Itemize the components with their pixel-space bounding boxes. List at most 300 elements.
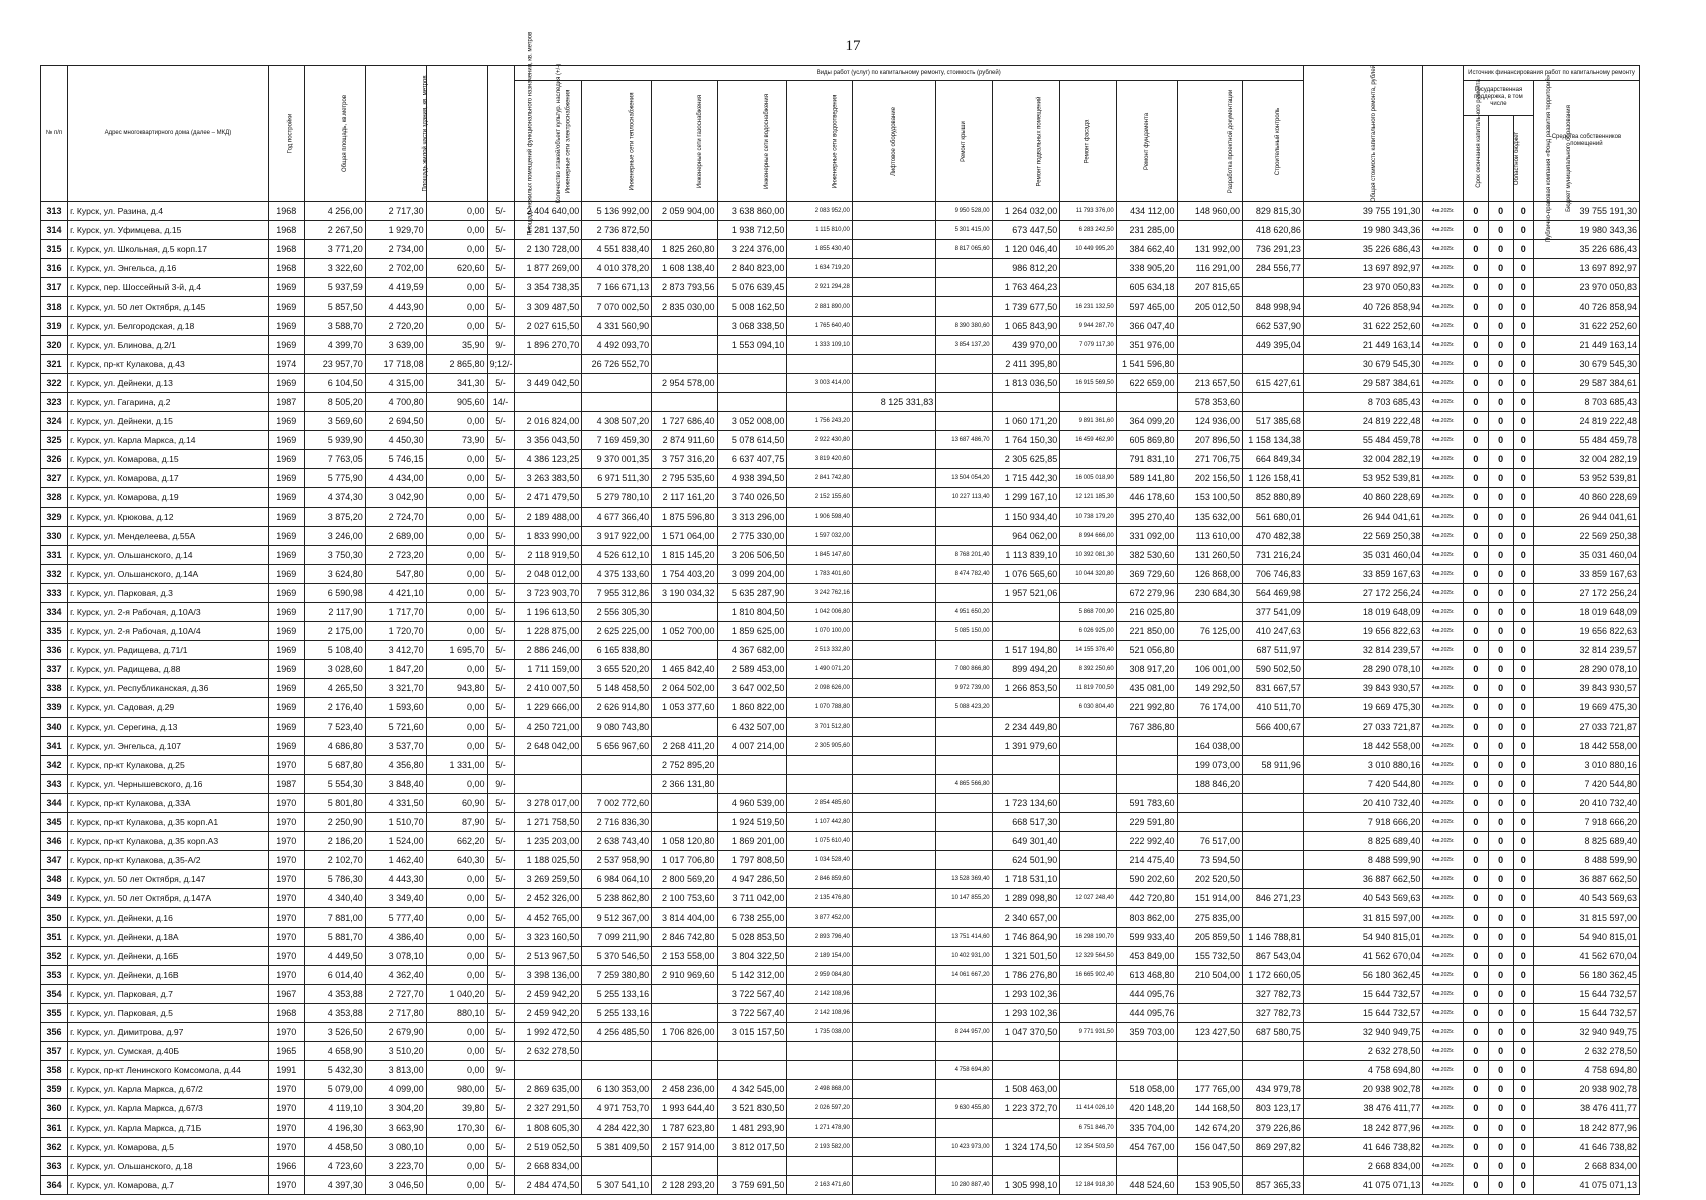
cell-heat-cost: 5 307 541,10 [582, 1175, 652, 1194]
cell-nonliving-area: 0,00 [426, 717, 487, 736]
cell-electro-cost: 2 519 052,50 [514, 1137, 582, 1156]
header-state-support: Государственная поддержка, в том числе [1463, 81, 1533, 116]
cell-heat-cost: 7 169 459,30 [582, 431, 652, 450]
cell-municipal-amount: 0 [1513, 908, 1533, 927]
cell-address: г. Курск, ул. Карла Маркса, д.71Б [68, 1118, 269, 1137]
cell-roof-cost [936, 641, 992, 660]
cell-foundation-cost: 613 468,80 [1116, 965, 1177, 984]
cell-heat-cost [582, 1061, 652, 1080]
cell-control-cost: 566 400,67 [1242, 717, 1303, 736]
cell-row-number: 325 [41, 431, 68, 450]
cell-municipal-amount: 0 [1513, 1137, 1533, 1156]
cell-roof-cost [936, 813, 992, 832]
cell-floors: 5/- [487, 813, 514, 832]
cell-row-number: 343 [41, 774, 68, 793]
cell-electro-cost: 1 992 472,50 [514, 1023, 582, 1042]
cell-basement-cost: 1 763 464,23 [992, 278, 1060, 297]
cell-deadline: 4кв.2025г. [1423, 278, 1464, 297]
cell-gas-cost: 2 873 793,56 [652, 278, 717, 297]
cell-row-number: 318 [41, 297, 68, 316]
cell-regional-amount: 0 [1488, 908, 1513, 927]
cell-facade-cost: 16 298 190,70 [1060, 927, 1116, 946]
table-row [41, 1156, 1640, 1175]
cell-deadline: 4кв.2025г. [1423, 736, 1464, 755]
cell-basement-cost: 1 715 442,30 [992, 469, 1060, 488]
cell-electro-cost: 2 484 474,50 [514, 1175, 582, 1194]
cell-year: 1969 [268, 660, 304, 679]
cell-design-cost: 144 168,50 [1177, 1099, 1242, 1118]
cell-sewer-cost: 1 783 401,60 [787, 564, 852, 583]
cell-control-cost: 564 469,98 [1242, 583, 1303, 602]
cell-control-cost [1242, 736, 1303, 755]
cell-fund-amount: 0 [1463, 641, 1488, 660]
cell-design-cost: 123 427,50 [1177, 1023, 1242, 1042]
cell-design-cost: 135 632,00 [1177, 507, 1242, 526]
cell-nonliving-area: 0,00 [426, 660, 487, 679]
cell-sewer-cost: 1 042 006,80 [787, 602, 852, 621]
cell-regional-amount: 0 [1488, 736, 1513, 755]
cell-total-cost: 35 031 460,04 [1303, 545, 1423, 564]
cell-row-number: 324 [41, 412, 68, 431]
cell-lift-cost [852, 354, 935, 373]
cell-control-cost: 58 911,96 [1242, 755, 1303, 774]
cell-design-cost: 578 353,60 [1177, 392, 1242, 411]
cell-row-number: 363 [41, 1156, 68, 1175]
cell-basement-cost: 1 723 134,60 [992, 793, 1060, 812]
cell-electro-cost: 3 354 738,35 [514, 278, 582, 297]
cell-own-funds: 7 420 544,80 [1533, 774, 1639, 793]
cell-row-number: 334 [41, 602, 68, 621]
cell-heat-cost: 7 955 312,86 [582, 583, 652, 602]
cell-regional-amount: 0 [1488, 1137, 1513, 1156]
cell-fund-amount: 0 [1463, 373, 1488, 392]
cell-nonliving-area: 0,00 [426, 545, 487, 564]
cell-deadline: 4кв.2025г. [1423, 431, 1464, 450]
cell-own-funds: 31 815 597,00 [1533, 908, 1639, 927]
cell-nonliving-area: 0,00 [426, 1042, 487, 1061]
cell-fund-amount: 0 [1463, 1042, 1488, 1061]
cell-total-cost: 26 944 041,61 [1303, 507, 1423, 526]
cell-row-number: 322 [41, 373, 68, 392]
cell-lift-cost: 8 125 331,83 [852, 392, 935, 411]
cell-floors: 5/- [487, 1137, 514, 1156]
cell-basement-cost: 1 391 979,60 [992, 736, 1060, 755]
cell-year: 1966 [268, 1156, 304, 1175]
cell-address: г. Курск, ул. 2-я Рабочая, д.10А/3 [68, 602, 269, 621]
cell-foundation-cost: 599 933,40 [1116, 927, 1177, 946]
cell-electro-cost: 1 228 875,00 [514, 622, 582, 641]
cell-total-cost: 38 476 411,77 [1303, 1099, 1423, 1118]
table-row [41, 526, 1640, 545]
table-row [41, 1042, 1640, 1061]
cell-municipal-amount: 0 [1513, 602, 1533, 621]
cell-foundation-cost: 229 591,80 [1116, 813, 1177, 832]
header-works-group: Виды работ (услуг) по капитальному ремонту, стоимость (рублей) [514, 66, 1303, 81]
table-row [41, 832, 1640, 851]
cell-row-number: 332 [41, 564, 68, 583]
cell-fund-amount: 0 [1463, 488, 1488, 507]
cell-living-area: 2 720,20 [365, 316, 426, 335]
cell-regional-amount: 0 [1488, 335, 1513, 354]
cell-municipal-amount: 0 [1513, 984, 1533, 1003]
cell-fund-amount: 0 [1463, 1137, 1488, 1156]
cell-gas-cost: 3 190 034,32 [652, 583, 717, 602]
table-row [41, 793, 1640, 812]
cell-lift-cost [852, 564, 935, 583]
cell-control-cost: 687 511,97 [1242, 641, 1303, 660]
cell-design-cost: 106 001,00 [1177, 660, 1242, 679]
cell-roof-cost: 8 244 957,00 [936, 1023, 992, 1042]
page-number: 17 [845, 38, 861, 54]
cell-heat-cost: 7 099 211,90 [582, 927, 652, 946]
cell-electro-cost: 1 271 758,50 [514, 813, 582, 832]
cell-design-cost [1177, 793, 1242, 812]
cell-facade-cost: 12 354 503,50 [1060, 1137, 1116, 1156]
cell-total-area: 5 108,40 [304, 641, 365, 660]
cell-heat-cost: 9 512 367,00 [582, 908, 652, 927]
cell-roof-cost [936, 354, 992, 373]
cell-total-area: 5 687,80 [304, 755, 365, 774]
cell-total-cost: 8 825 689,40 [1303, 832, 1423, 851]
cell-address: г. Курск, ул. Сумская, д.40Б [68, 1042, 269, 1061]
cell-row-number: 358 [41, 1061, 68, 1080]
cell-row-number: 323 [41, 392, 68, 411]
cell-total-area: 5 881,70 [304, 927, 365, 946]
cell-living-area: 2 702,00 [365, 259, 426, 278]
cell-regional-amount: 0 [1488, 774, 1513, 793]
cell-basement-cost: 668 517,30 [992, 813, 1060, 832]
cell-basement-cost: 1 150 934,40 [992, 507, 1060, 526]
cell-foundation-cost: 444 095,76 [1116, 984, 1177, 1003]
header-fund: Публично-правовая компания «Фонд развития территорий» [1463, 115, 1488, 201]
cell-total-area: 5 939,90 [304, 431, 365, 450]
cell-design-cost [1177, 316, 1242, 335]
cell-municipal-amount: 0 [1513, 316, 1533, 335]
cell-control-cost: 829 815,30 [1242, 202, 1303, 221]
cell-design-cost [1177, 335, 1242, 354]
cell-floors: 5/- [487, 602, 514, 621]
cell-year: 1970 [268, 1118, 304, 1137]
cell-foundation-cost: 454 767,00 [1116, 1137, 1177, 1156]
table-row [41, 335, 1640, 354]
cell-foundation-cost: 395 270,40 [1116, 507, 1177, 526]
cell-regional-amount: 0 [1488, 1023, 1513, 1042]
cell-fund-amount: 0 [1463, 583, 1488, 602]
table-row [41, 450, 1640, 469]
cell-total-cost: 4 758 694,80 [1303, 1061, 1423, 1080]
cell-regional-amount: 0 [1488, 965, 1513, 984]
cell-basement-cost: 1 076 565,60 [992, 564, 1060, 583]
cell-floors: 5/- [487, 1156, 514, 1175]
cell-address: г. Курск, ул. Дейнеки, д.15 [68, 412, 269, 431]
cell-basement-cost [992, 1118, 1060, 1137]
cell-electro-cost: 3 263 383,50 [514, 469, 582, 488]
cell-floors: 5/- [487, 717, 514, 736]
cell-address: г. Курск, ул. Блинова, д.2/1 [68, 335, 269, 354]
table-row [41, 240, 1640, 259]
cell-deadline: 4кв.2025г. [1423, 316, 1464, 335]
cell-floors: 5/- [487, 660, 514, 679]
cell-water-cost: 4 947 286,50 [717, 870, 787, 889]
cell-address: г. Курск, ул. Серегина, д.13 [68, 717, 269, 736]
cell-gas-cost: 1 706 826,00 [652, 1023, 717, 1042]
cell-floors: 9/- [487, 774, 514, 793]
cell-total-cost: 7 420 544,80 [1303, 774, 1423, 793]
cell-deadline: 4кв.2025г. [1423, 870, 1464, 889]
cell-sewer-cost: 3 701 512,80 [787, 717, 852, 736]
cell-living-area: 2 727,70 [365, 984, 426, 1003]
cell-fund-amount: 0 [1463, 660, 1488, 679]
cell-fund-amount: 0 [1463, 622, 1488, 641]
cell-facade-cost [1060, 1042, 1116, 1061]
table-row [41, 774, 1640, 793]
cell-water-cost: 1 938 712,50 [717, 221, 787, 240]
cell-gas-cost: 2 800 569,20 [652, 870, 717, 889]
cell-fund-amount: 0 [1463, 755, 1488, 774]
table-row [41, 221, 1640, 240]
cell-basement-cost: 649 301,40 [992, 832, 1060, 851]
cell-design-cost [1177, 354, 1242, 373]
cell-total-cost: 32 940 949,75 [1303, 1023, 1423, 1042]
cell-total-area: 4 374,30 [304, 488, 365, 507]
cell-total-cost: 18 442 558,00 [1303, 736, 1423, 755]
cell-total-cost: 41 562 670,04 [1303, 946, 1423, 965]
cell-total-area: 3 526,50 [304, 1023, 365, 1042]
cell-total-area: 3 322,60 [304, 259, 365, 278]
cell-living-area: 2 724,70 [365, 507, 426, 526]
cell-foundation-cost: 369 729,60 [1116, 564, 1177, 583]
cell-basement-cost: 2 234 449,80 [992, 717, 1060, 736]
cell-gas-cost: 1 053 377,60 [652, 698, 717, 717]
cell-sewer-cost [787, 1061, 852, 1080]
cell-own-funds: 8 703 685,43 [1533, 392, 1639, 411]
cell-regional-amount: 0 [1488, 507, 1513, 526]
cell-row-number: 337 [41, 660, 68, 679]
cell-living-area: 1 462,40 [365, 851, 426, 870]
cell-total-cost: 32 004 282,19 [1303, 450, 1423, 469]
cell-foundation-cost: 364 099,20 [1116, 412, 1177, 431]
cell-total-cost: 40 860 228,69 [1303, 488, 1423, 507]
cell-heat-cost: 4 256 485,50 [582, 1023, 652, 1042]
cell-control-cost [1242, 793, 1303, 812]
cell-address: г. Курск, ул. Комарова, д.7 [68, 1175, 269, 1194]
cell-lift-cost [852, 1061, 935, 1080]
cell-total-area: 5 786,30 [304, 870, 365, 889]
cell-address: г. Курск, ул. 50 лет Октября, д.147 [68, 870, 269, 889]
table-row [41, 736, 1640, 755]
cell-nonliving-area: 0,00 [426, 202, 487, 221]
cell-living-area: 3 042,90 [365, 488, 426, 507]
cell-design-cost: 188 846,20 [1177, 774, 1242, 793]
cell-foundation-cost: 331 092,00 [1116, 526, 1177, 545]
cell-year: 1970 [268, 813, 304, 832]
cell-gas-cost: 2 458 236,00 [652, 1080, 717, 1099]
table-row [41, 698, 1640, 717]
cell-foundation-cost: 518 058,00 [1116, 1080, 1177, 1099]
cell-municipal-amount: 0 [1513, 851, 1533, 870]
cell-deadline: 4кв.2025г. [1423, 545, 1464, 564]
cell-regional-amount: 0 [1488, 526, 1513, 545]
cell-roof-cost: 9 950 528,00 [936, 202, 992, 221]
cell-total-cost: 20 410 732,40 [1303, 793, 1423, 812]
cell-control-cost: 664 849,34 [1242, 450, 1303, 469]
cell-gas-cost: 2 100 753,60 [652, 889, 717, 908]
cell-municipal-amount: 0 [1513, 373, 1533, 392]
cell-roof-cost [936, 755, 992, 774]
cell-lift-cost [852, 1118, 935, 1137]
cell-electro-cost: 2 886 246,00 [514, 641, 582, 660]
cell-nonliving-area: 0,00 [426, 278, 487, 297]
cell-nonliving-area: 0,00 [426, 526, 487, 545]
cell-living-area: 17 718,08 [365, 354, 426, 373]
cell-sewer-cost: 1 855 430,40 [787, 240, 852, 259]
cell-address: г. Курск, ул. 50 лет Октября, д.145 [68, 297, 269, 316]
cell-lift-cost [852, 1156, 935, 1175]
cell-facade-cost: 16 231 132,50 [1060, 297, 1116, 316]
table-row [41, 1175, 1640, 1194]
cell-heat-cost: 4 010 378,20 [582, 259, 652, 278]
cell-roof-cost: 10 227 113,40 [936, 488, 992, 507]
cell-own-funds: 15 644 732,57 [1533, 1003, 1639, 1022]
cell-sewer-cost: 1 070 788,80 [787, 698, 852, 717]
cell-lift-cost [852, 373, 935, 392]
cell-year: 1974 [268, 354, 304, 373]
cell-total-area: 7 523,40 [304, 717, 365, 736]
cell-water-cost: 2 589 453,00 [717, 660, 787, 679]
cell-nonliving-area: 0,00 [426, 450, 487, 469]
cell-floors: 9/- [487, 1061, 514, 1080]
cell-basement-cost [992, 774, 1060, 793]
cell-heat-cost: 2 716 836,30 [582, 813, 652, 832]
cell-year: 1967 [268, 984, 304, 1003]
cell-own-funds: 8 825 689,40 [1533, 832, 1639, 851]
cell-design-cost [1177, 1003, 1242, 1022]
cell-foundation-cost: 338 905,20 [1116, 259, 1177, 278]
cell-gas-cost: 2 157 914,00 [652, 1137, 717, 1156]
cell-total-area: 4 458,50 [304, 1137, 365, 1156]
cell-sewer-cost: 1 756 243,20 [787, 412, 852, 431]
cell-address: г. Курск, ул. Дейнеки, д.16В [68, 965, 269, 984]
header-own-funds: Средства собственников помещений [1533, 81, 1639, 202]
cell-fund-amount: 0 [1463, 813, 1488, 832]
cell-fund-amount: 0 [1463, 354, 1488, 373]
cell-nonliving-area: 1 331,00 [426, 755, 487, 774]
cell-basement-cost: 1 223 372,70 [992, 1099, 1060, 1118]
cell-lift-cost [852, 793, 935, 812]
cell-foundation-cost: 335 704,00 [1116, 1118, 1177, 1137]
table-row [41, 202, 1640, 221]
cell-own-funds: 20 410 732,40 [1533, 793, 1639, 812]
cell-heat-cost: 7 259 380,80 [582, 965, 652, 984]
cell-living-area: 3 813,00 [365, 1061, 426, 1080]
cell-control-cost: 846 271,23 [1242, 889, 1303, 908]
cell-municipal-amount: 0 [1513, 813, 1533, 832]
cell-address: г. Курск, пр-кт Кулакова, д.35-А/2 [68, 851, 269, 870]
cell-roof-cost [936, 259, 992, 278]
cell-electro-cost [514, 755, 582, 774]
cell-lift-cost [852, 297, 935, 316]
cell-address: г. Курск, ул. Республиканская, д.36 [68, 679, 269, 698]
cell-nonliving-area: 0,00 [426, 736, 487, 755]
cell-basement-cost: 1 786 276,80 [992, 965, 1060, 984]
cell-floors: 5/- [487, 679, 514, 698]
cell-municipal-amount: 0 [1513, 1175, 1533, 1194]
cell-year: 1970 [268, 793, 304, 812]
cell-sewer-cost: 1 765 640,40 [787, 316, 852, 335]
cell-municipal-amount: 0 [1513, 660, 1533, 679]
cell-control-cost: 857 365,33 [1242, 1175, 1303, 1194]
cell-floors: 5/- [487, 297, 514, 316]
cell-total-cost: 19 669 475,30 [1303, 698, 1423, 717]
cell-water-cost: 3 804 322,50 [717, 946, 787, 965]
cell-own-funds: 40 543 569,63 [1533, 889, 1639, 908]
cell-regional-amount: 0 [1488, 851, 1513, 870]
cell-sewer-cost: 3 877 452,00 [787, 908, 852, 927]
cell-fund-amount: 0 [1463, 1175, 1488, 1194]
cell-deadline: 4кв.2025г. [1423, 984, 1464, 1003]
cell-total-area: 7 881,00 [304, 908, 365, 927]
cell-floors: 5/- [487, 1099, 514, 1118]
cell-floors: 5/- [487, 221, 514, 240]
cell-municipal-amount: 0 [1513, 965, 1533, 984]
table-row [41, 641, 1640, 660]
cell-row-number: 317 [41, 278, 68, 297]
cell-electro-cost [514, 392, 582, 411]
cell-deadline: 4кв.2025г. [1423, 412, 1464, 431]
cell-roof-cost: 5 301 415,00 [936, 221, 992, 240]
cell-row-number: 347 [41, 851, 68, 870]
cell-foundation-cost [1116, 1042, 1177, 1061]
cell-total-area: 5 432,30 [304, 1061, 365, 1080]
cell-total-area: 4 353,88 [304, 1003, 365, 1022]
cell-fund-amount: 0 [1463, 450, 1488, 469]
cell-total-cost: 27 172 256,24 [1303, 583, 1423, 602]
cell-roof-cost [936, 1156, 992, 1175]
cell-nonliving-area: 2 865,80 [426, 354, 487, 373]
cell-living-area: 547,80 [365, 564, 426, 583]
cell-electro-cost: 2 513 967,50 [514, 946, 582, 965]
cell-total-cost: 18 019 648,09 [1303, 602, 1423, 621]
cell-total-cost: 55 484 459,78 [1303, 431, 1423, 450]
cell-control-cost [1242, 908, 1303, 927]
cell-own-funds: 38 476 411,77 [1533, 1099, 1639, 1118]
cell-control-cost: 706 746,83 [1242, 564, 1303, 583]
cell-address: г. Курск, ул. Энгельса, д.107 [68, 736, 269, 755]
cell-nonliving-area: 0,00 [426, 1175, 487, 1194]
cell-row-number: 338 [41, 679, 68, 698]
cell-row-number: 333 [41, 583, 68, 602]
cell-address: г. Курск, ул. Комарова, д.19 [68, 488, 269, 507]
cell-gas-cost: 2 059 904,00 [652, 202, 717, 221]
cell-foundation-cost: 803 862,00 [1116, 908, 1177, 927]
cell-nonliving-area: 1 695,70 [426, 641, 487, 660]
cell-lift-cost [852, 736, 935, 755]
cell-heat-cost: 2 736 872,50 [582, 221, 652, 240]
cell-regional-amount: 0 [1488, 1003, 1513, 1022]
cell-gas-cost [652, 984, 717, 1003]
cell-regional-amount: 0 [1488, 583, 1513, 602]
cell-gas-cost: 1 058 120,80 [652, 832, 717, 851]
table-row [41, 1023, 1640, 1042]
cell-gas-cost [652, 354, 717, 373]
cell-own-funds: 56 180 362,45 [1533, 965, 1639, 984]
cell-own-funds: 13 697 892,97 [1533, 259, 1639, 278]
cell-municipal-amount: 0 [1513, 832, 1533, 851]
cell-floors: 5/- [487, 965, 514, 984]
cell-water-cost: 5 008 162,50 [717, 297, 787, 316]
cell-address: г. Курск, ул. Энгельса, д.16 [68, 259, 269, 278]
cell-facade-cost: 10 392 081,30 [1060, 545, 1116, 564]
